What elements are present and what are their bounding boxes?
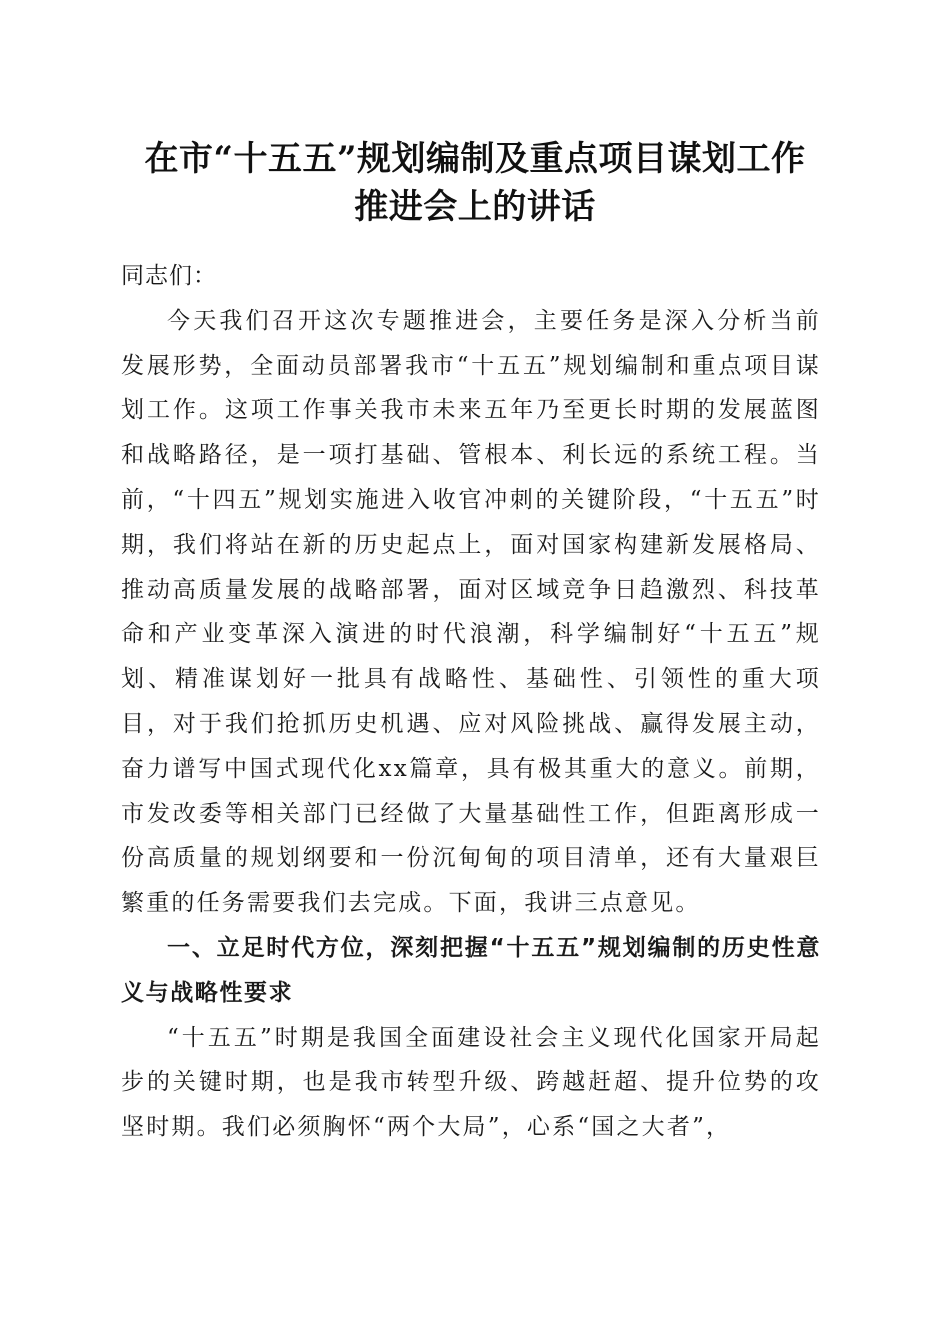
title-line-1: 在市“十五五”规划编制及重点项目谋划工作	[144, 139, 806, 179]
section-1-heading: 一、立足时代方位，深刻把握“十五五”规划编制的历史性意义与战略性要求	[121, 934, 821, 1006]
intro-paragraph: 今天我们召开这次专题推进会，主要任务是深入分析当前发展形势，全面动员部署我市“十五五”规划编制和重点项目谋划工作。这项工作事关我市未来五年乃至更长时期的发展蓝图和战略路径，是一项打基础、管根本、利长远的系统工程。当前，“十四五”规划实施进入收官冲刺的关键阶段，“十五五”时期，我们将站在新的历史起点上，面对国家构建新发展格局、推动高质量发展的战略部署，面对区域竞争日趋激烈、科技革命和产业变革深入演进的时代浪潮，科学编制好“十五五”规划、精准谋划好一批具有战略性、基础性、引领性的重大项目，对于我们抢抓历史机遇、应对风险挑战、赢得发展主动，奋力谱写中国式现代化xx篇章，具有极其重大的意义。前期，市发改委等相关部门已经做了大量基础性工作，但距离形成一份高质量的规划纲要和一份沉甸甸的项目清单，还有大量艰巨繁重的任务需要我们去完成。下面，我讲三点意见。	[121, 307, 821, 917]
section-1-paragraph: “十五五”时期是我国全面建设社会主义现代化国家开局起步的关键时期，也是我市转型升级、跨越赶超、提升位势的攻坚时期。我们必须胸怀“两个大局”，心系“国之大者”，	[121, 1024, 821, 1141]
document-body	[121, 254, 821, 1150]
title-line-2: 推进会上的讲话	[354, 187, 596, 227]
document-title	[100, 135, 850, 231]
salutation: 同志们：	[121, 263, 217, 289]
